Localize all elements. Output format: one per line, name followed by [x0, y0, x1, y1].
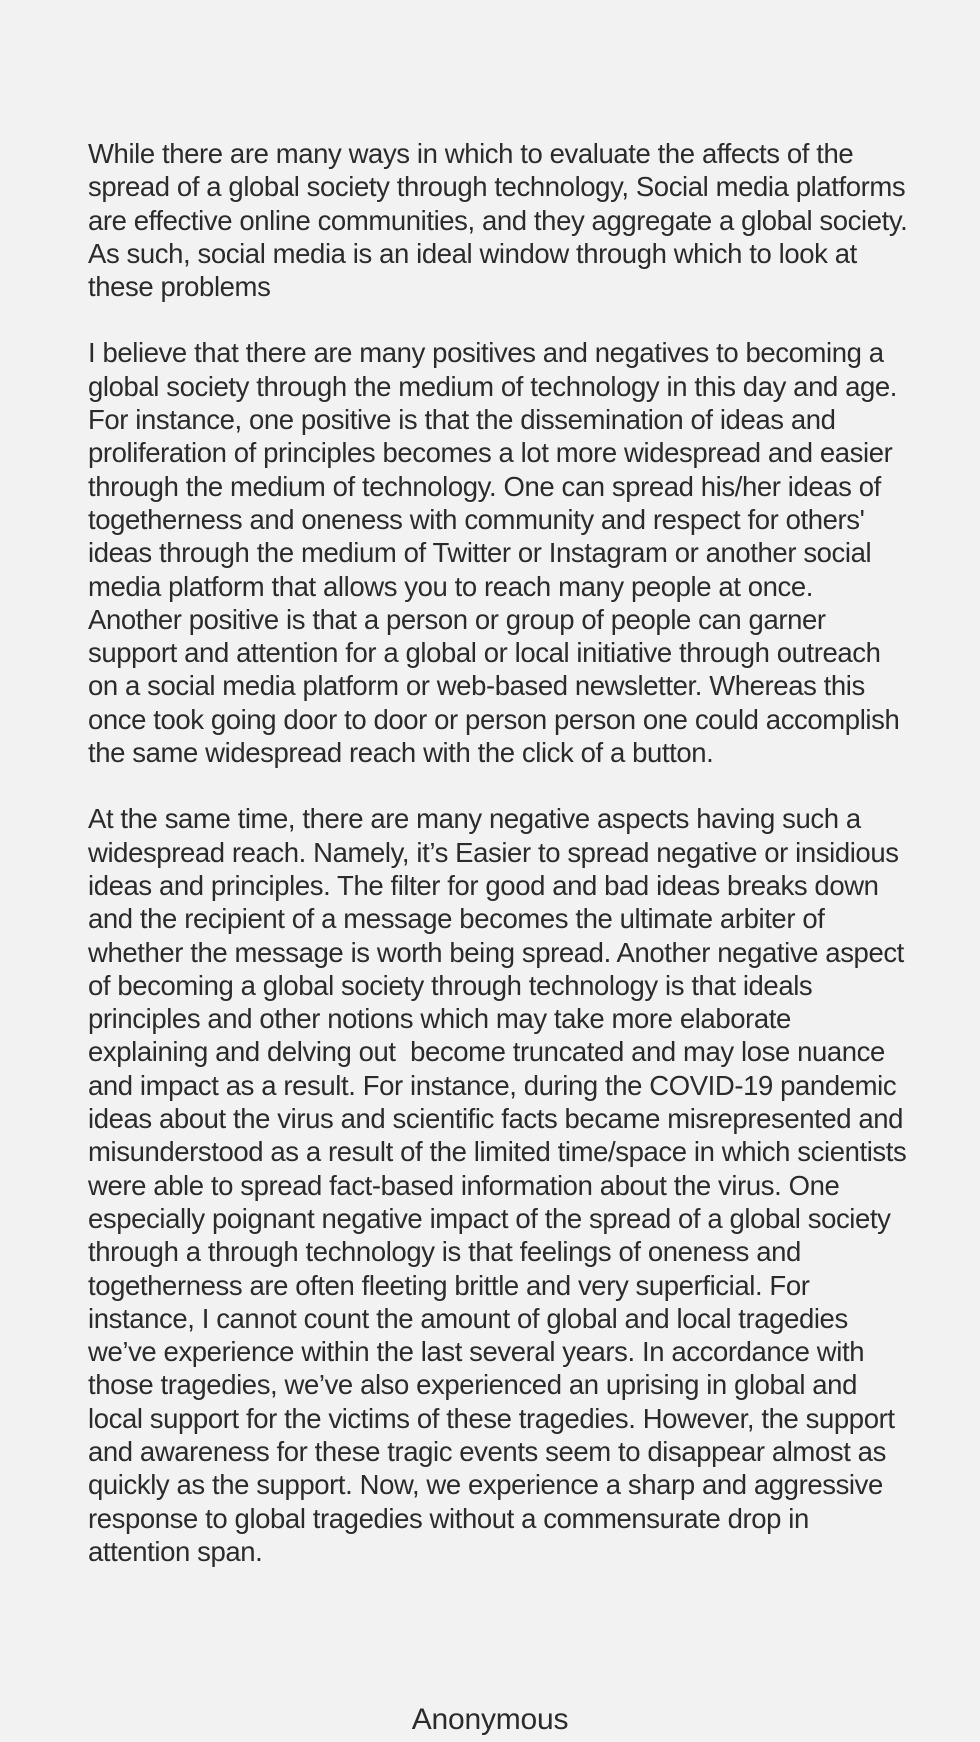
- essay-paragraph-negatives: At the same time, there are many negative aspects having such a widespread reach. Namely, it’s Easier to spread negative or insidious ideas and principles. The filter for good and bad ideas breaks down and the recipient of a message becomes the ultimate arbiter of whether the message is worth being spread. Another negative aspect of becoming a global society through technology is that ideals principles and other notions which may take more elaborate explaining and delving out become truncated and may lose nuance and impact as a result. For instance, during the COVID-19 pandemic ideas about the virus and scientific facts became misrepresented and misunderstood as a result of the limited time/space in which scientists were able to spread fact-based information about the virus. One especially poignant negative impact of the spread of a global society through a through technology is that feelings of oneness and togetherness are often fleeting brittle and very superficial. For instance, I cannot count the amount of global and local tragedies we’ve experience within the last several years. In accordance with those tragedies, we’ve also experienced an uprising in global and local support for the victims of these tragedies. However, the support and awareness for these tragic events seem to disappear almost as quickly as the support. Now, we experience a sharp and aggressive response to global tragedies without a commensurate drop in attention span.: [88, 803, 914, 1567]
- essay-paragraph-positives: I believe that there are many positives and negatives to becoming a global society through the medium of technology in this day and age. For instance, one positive is that the dissemination of ideas and proliferation of principles becomes a lot more widespread and easier through the medium of technology. One can spread his/her ideas of togetherness and oneness with community and respect for others' ideas through the medium of Twitter or Instagram or another social media platform that allows you to reach many people at once. Another positive is that a person or group of people can garner support and attention for a global or local initiative through outreach on a social media platform or web-based newsletter. Whereas this once took going door to door or person person one could accomplish the same widespread reach with the click of a button.: [88, 337, 907, 769]
- essay-paragraph-intro: While there are many ways in which to evaluate the affects of the spread of a global society through technology, Social media platforms are effective online communities, and they aggregate a global society. As such, social media is an ideal window through which to look at these problems: [88, 138, 914, 303]
- author-signature: Anonymous: [411, 1703, 569, 1736]
- essay-body: [88, 137, 914, 1601]
